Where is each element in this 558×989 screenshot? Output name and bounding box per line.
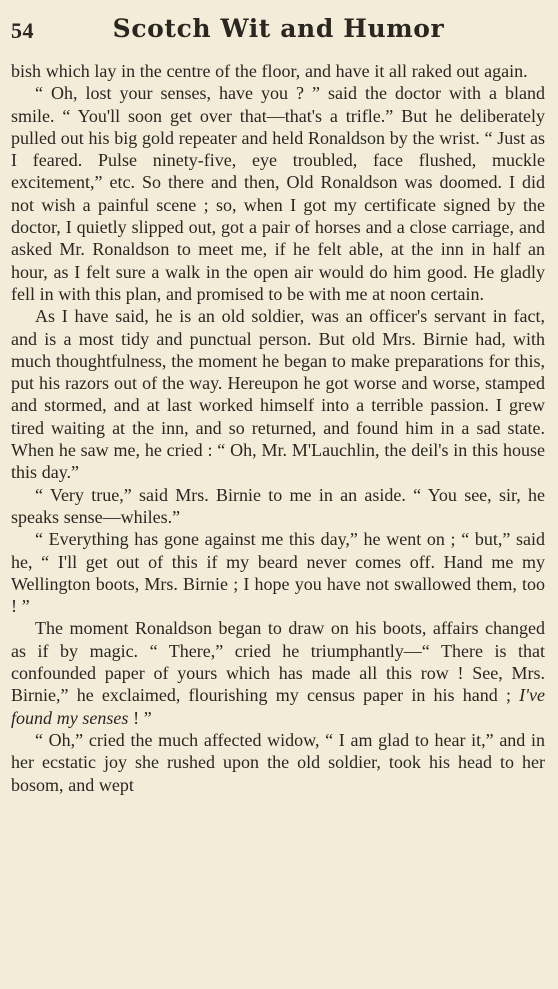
page-number: 54	[11, 18, 34, 43]
body-text	[11, 60, 545, 796]
page-header	[11, 12, 546, 46]
paragraph-4-text: “ Very true,” said Mrs. Birnie to me in an aside. “ You see, sir, he speaks sense—whiles.”	[11, 484, 545, 527]
paragraph-6-closing-text: ! ”	[128, 707, 152, 728]
paragraph-4	[11, 484, 545, 529]
paragraph-6-italic-text: I've found my senses	[11, 685, 545, 728]
paragraph-3-text: As I have said, he is an old soldier, was an officer's servant in fact, and is a most tidy and punctual person. But old Mrs. Birnie had, with much thoughtfulness, the moment he began to make preparations for this, put his razors out of the way. Hereupon he got worse and worse, stamped and stormed, and at last worked himself into a terrible passion. I grew tired waiting at the inn, and so returned, and found him in a sad state. When he saw me, he cried : “ Oh, Mr. M'Lauchlin, the deil's in this house this day.”	[11, 306, 545, 483]
paragraph-1	[11, 60, 545, 82]
paragraph-7-text: “ Oh,” cried the much affected widow, “ I am glad to hear it,” and in her ecstatic joy she rushed upon the old soldier, took his head to her bosom, and wept	[11, 729, 545, 795]
paragraph-6-text: The moment Ronaldson began to draw on his boots, affairs changed as if by magic. “ There,” cried he triumphantly—“ There is that confounded paper of yours which has made all this row ! See, Mrs. Birnie,” he exclaimed, flourishing my census paper in his hand ;	[11, 618, 545, 706]
paragraph-6	[11, 617, 545, 728]
paragraph-7	[11, 729, 545, 796]
paragraph-2-text: “ Oh, lost your senses, have you ? ” said the doctor with a bland smile. “ You'll soon get over that—that's a trifle.” But he deliberately pulled out his big gold repeater and held Ronaldson by the wrist. “ Just as I feared. Pulse ninety-five, eye troubled, face flushed, muckle excitement,” etc. So there and then, Old Ronaldson was doomed. I did not wish a painful scene ; so, when I got my certificate signed by the doctor, I quietly slipped out, got a pair of horses and a close carriage, and asked Mr. Ronaldson to meet me, if he felt able, at the inn in half an hour, as I felt sure a walk in the open air would do him good. He gladly fell in with this plan, and promised to be with me at noon certain.	[11, 83, 545, 304]
paragraph-5-text: “ Everything has gone against me this day,” he went on ; “ but,” said he, “ I'll get out of this if my beard never comes off. Hand me my Wellington boots, Mrs. Birnie ; I hope you have not swallowed them, too ! ”	[11, 529, 545, 617]
paragraph-5	[11, 528, 545, 617]
paragraph-1-text: bish which lay in the centre of the floor, and have it all raked out again.	[11, 61, 528, 81]
running-title: Scotch Wit and Humor	[112, 14, 445, 43]
paragraph-3	[11, 305, 545, 483]
paragraph-2	[11, 82, 545, 305]
